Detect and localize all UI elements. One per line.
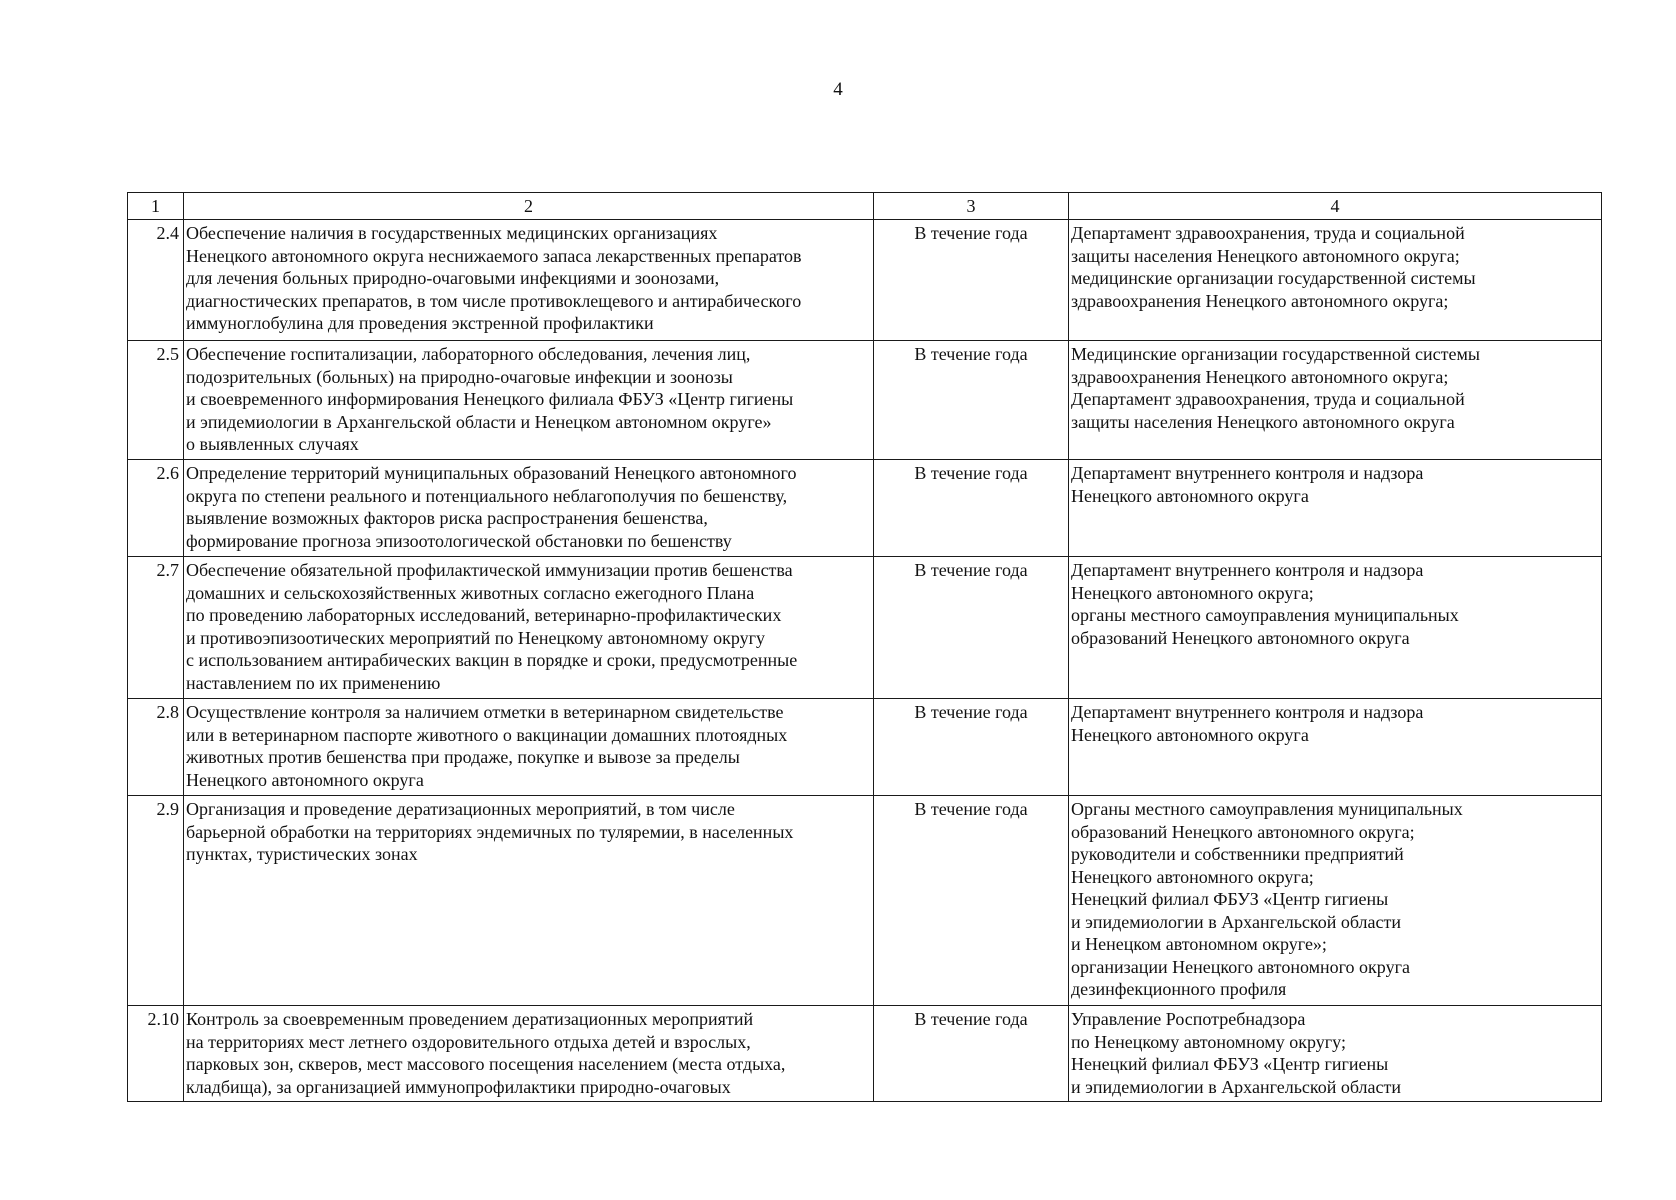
- responsible-text: Департамент внутреннего контроля и надзора Ненецкого автономного округа: [1069, 460, 1602, 557]
- measure-text: Обеспечение наличия в государственных медицинских организациях Ненецкого автономного округа неснижаемого запаса лекарственных препаратов для лечения больных природно-очаговыми инфекциями и зоонозами, диагностических препаратов, в том числе противоклещевого и антирабического иммуноглобулина для проведения экстренной профилактики: [184, 220, 874, 341]
- page-number: 4: [833, 79, 843, 100]
- responsible-text: Управление Роспотребнадзора по Ненецкому автономному округу; Ненецкий филиал ФБУЗ «Центр гигиены и эпидемиологии в Архангельской области: [1069, 1006, 1602, 1102]
- row-number: 2.9: [128, 796, 184, 1006]
- deadline-text: В течение года: [874, 1006, 1069, 1102]
- measure-text: Осуществление контроля за наличием отметки в ветеринарном свидетельстве или в ветеринарном паспорте животного о вакцинации домашних плотоядных животных против бешенства при продаже, покупке и вывозе за пределы Ненецкого автономного округа: [184, 699, 874, 796]
- table-row: [128, 796, 1602, 1006]
- header-cell-deadline: 3: [874, 193, 1069, 220]
- measure-text: Обеспечение госпитализации, лабораторного обследования, лечения лиц, подозрительных (больных) на природно-очаговые инфекции и зоонозы и своевременного информирования Ненецкого филиала ФБУЗ «Центр гигиены и эпидемиологии в Архангельской области и Ненецком автономном округе» о выявленных случаях: [184, 341, 874, 460]
- row-number: 2.10: [128, 1006, 184, 1102]
- table-row: [128, 699, 1602, 796]
- responsible-text: Департамент внутреннего контроля и надзора Ненецкого автономного округа: [1069, 699, 1602, 796]
- measures-table: [127, 192, 1602, 1102]
- measure-text: Определение территорий муниципальных образований Ненецкого автономного округа по степени реального и потенциального неблагополучия по бешенству, выявление возможных факторов риска распространения бешенства, формирование прогноза эпизоотологической обстановки по бешенству: [184, 460, 874, 557]
- table-row: [128, 220, 1602, 341]
- table-header-row: [128, 193, 1602, 220]
- table-row: [128, 341, 1602, 460]
- responsible-text: Медицинские организации государственной системы здравоохранения Ненецкого автономного округа; Департамент здравоохранения, труда и социальной защиты населения Ненецкого автономного округа: [1069, 341, 1602, 460]
- row-number: 2.4: [128, 220, 184, 341]
- table-row: [128, 1006, 1602, 1102]
- header-cell-responsible: 4: [1069, 193, 1602, 220]
- deadline-text: В течение года: [874, 796, 1069, 1006]
- row-number: 2.5: [128, 341, 184, 460]
- deadline-text: В течение года: [874, 341, 1069, 460]
- responsible-text: Департамент внутреннего контроля и надзора Ненецкого автономного округа; органы местного самоуправления муниципальных образований Ненецкого автономного округа: [1069, 557, 1602, 699]
- row-number: 2.8: [128, 699, 184, 796]
- table-row: [128, 557, 1602, 699]
- row-number: 2.6: [128, 460, 184, 557]
- deadline-text: В течение года: [874, 699, 1069, 796]
- row-number: 2.7: [128, 557, 184, 699]
- deadline-text: В течение года: [874, 460, 1069, 557]
- deadline-text: В течение года: [874, 220, 1069, 341]
- measure-text: Обеспечение обязательной профилактической иммунизации против бешенства домашних и сельскохозяйственных животных согласно ежегодного Плана по проведению лабораторных исследований, ветеринарно-профилактических и противоэпизоотических мероприятий по Ненецкому автономному округу с использованием антирабических вакцин в порядке и сроки, предусмотренные наставлением по их применению: [184, 557, 874, 699]
- header-cell-measure: 2: [184, 193, 874, 220]
- measure-text: Организация и проведение дератизационных мероприятий, в том числе барьерной обработки на территориях эндемичных по туляремии, в населенных пунктах, туристических зонах: [184, 796, 874, 1006]
- deadline-text: В течение года: [874, 557, 1069, 699]
- header-cell-num: 1: [128, 193, 184, 220]
- measure-text: Контроль за своевременным проведением дератизационных мероприятий на территориях мест летнего оздоровительного отдыха детей и взрослых, парковых зон, скверов, мест массового посещения населением (места отдыха, кладбища), за организацией иммунопрофилактики природно-очаговых: [184, 1006, 874, 1102]
- table-row: [128, 460, 1602, 557]
- responsible-text: Органы местного самоуправления муниципальных образований Ненецкого автономного округа; руководители и собственники предприятий Ненецкого автономного округа; Ненецкий филиал ФБУЗ «Центр гигиены и эпидемиологии в Архангельской области и Ненецком автономном округе»; организации Ненецкого автономного округа дезинфекционного профиля: [1069, 796, 1602, 1006]
- responsible-text: Департамент здравоохранения, труда и социальной защиты населения Ненецкого автономного округа; медицинские организации государственной системы здравоохранения Ненецкого автономного округа;: [1069, 220, 1602, 341]
